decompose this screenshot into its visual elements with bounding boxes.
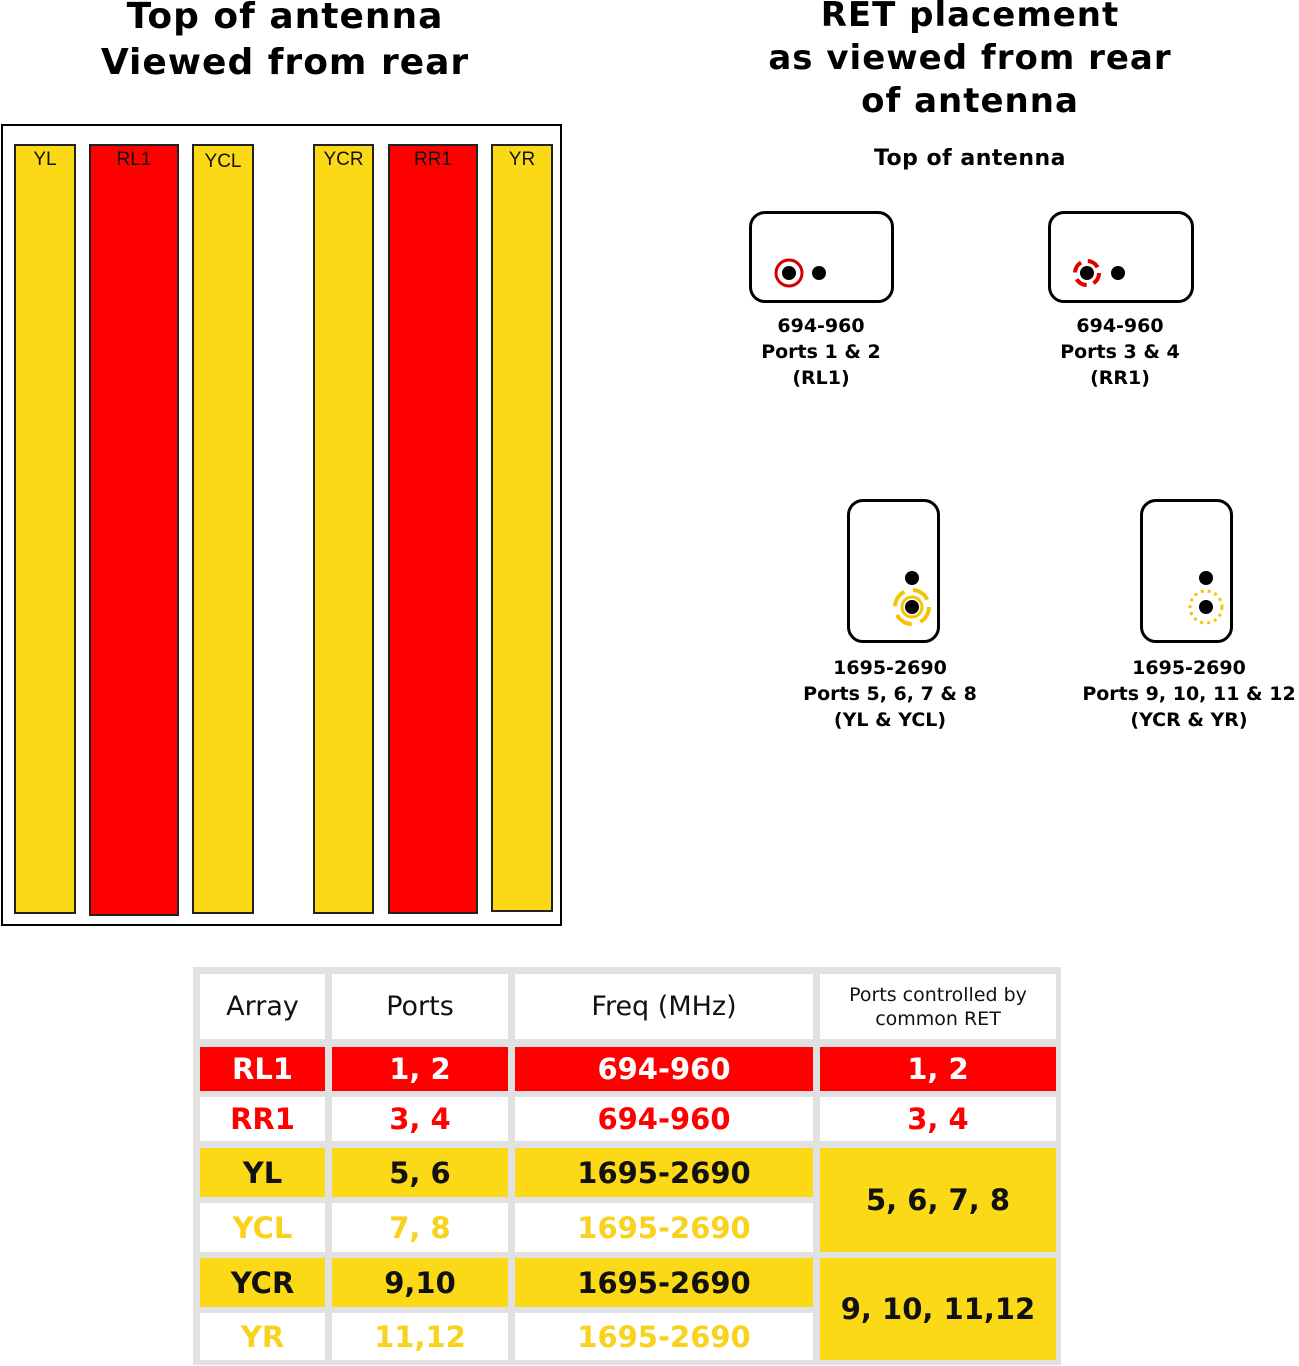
table-cell-freq: 1695-2690 [515, 1203, 813, 1252]
table-cell-array: YR [200, 1313, 325, 1360]
array-column-ycr [313, 144, 374, 914]
ret-freq: 1695-2690 [833, 657, 947, 679]
array-column-rr1 [388, 144, 478, 914]
table-cell-common-ret: 3, 4 [820, 1097, 1056, 1141]
table-cell-array: RR1 [200, 1097, 325, 1141]
table-cell-freq: 1695-2690 [515, 1148, 813, 1197]
array-label-ycr: YCR [323, 149, 364, 170]
ret-caption-ycr-yr [1069, 655, 1299, 733]
table-cell-ports: 9,10 [332, 1258, 508, 1307]
table-cell-array: YCR [200, 1258, 325, 1307]
table-cell-ports: 5, 6 [332, 1148, 508, 1197]
port-connector-dot [812, 266, 826, 280]
ret-ports: Ports 3 & 4 [1060, 341, 1180, 363]
table-cell-ports: 7, 8 [332, 1203, 508, 1252]
array-label-yl: YL [33, 149, 57, 170]
port-mapping-table [193, 967, 1061, 1365]
array-label-rl1: RL1 [116, 149, 152, 170]
ret-caption-yl-ycl [770, 655, 1010, 733]
ret-port-box-rr1 [1048, 211, 1194, 303]
ret-top-of-antenna-label: Top of antenna [873, 146, 1067, 171]
antenna-title-line-1: Top of antenna [126, 0, 444, 37]
array-label-ycl: YCL [204, 151, 242, 172]
ret-placement-title [700, 0, 1240, 123]
array-column-yr [491, 144, 553, 912]
antenna-title [40, 0, 530, 86]
ret-title-line-2: as viewed from rear [768, 38, 1172, 78]
array-column-rl1 [89, 144, 179, 916]
table-cell-ports: 11,12 [332, 1313, 508, 1360]
port-connector-dot [782, 266, 796, 280]
table-cell-array: YL [200, 1148, 325, 1197]
ret-arrays: (RL1) [792, 367, 850, 389]
table-cell-common-ret: 9, 10, 11,12 [820, 1258, 1056, 1360]
table-cell-freq: 1695-2690 [515, 1313, 813, 1360]
port-connector-dot [905, 571, 919, 585]
table-cell-ports: 1, 2 [332, 1047, 508, 1091]
ret-freq: 694-960 [777, 315, 865, 337]
ret-caption-rl1 [721, 313, 921, 391]
ret-arrays: (YL & YCL) [833, 709, 947, 731]
ret-ports: Ports 9, 10, 11 & 12 [1082, 683, 1296, 705]
array-label-rr1: RR1 [413, 149, 452, 170]
antenna-title-line-2: Viewed from rear [100, 42, 470, 83]
port-connector-dot [905, 600, 919, 614]
table-cell-array: RL1 [200, 1047, 325, 1091]
ret-port-box-yl-ycl [847, 499, 940, 643]
array-label-yr: YR [508, 149, 536, 170]
ret-arrays: (RR1) [1090, 367, 1150, 389]
ret-title-line-3: of antenna [861, 81, 1079, 121]
table-cell-common-ret: 1, 2 [820, 1047, 1056, 1091]
table-header-common-ret: Ports controlled by common RET [820, 974, 1056, 1039]
ret-title-line-1: RET placement [820, 0, 1120, 35]
array-column-ycl [192, 144, 254, 914]
table-cell-freq: 1695-2690 [515, 1258, 813, 1307]
ret-port-box-rl1 [749, 211, 894, 303]
port-connector-dot [1080, 266, 1094, 280]
ret-ports: Ports 1 & 2 [761, 341, 881, 363]
antenna-array-diagram [1, 124, 562, 926]
ret-ports: Ports 5, 6, 7 & 8 [803, 683, 977, 705]
port-connector-dot [1199, 600, 1213, 614]
table-cell-freq: 694-960 [515, 1047, 813, 1091]
port-connector-dot [1199, 571, 1213, 585]
ret-freq: 1695-2690 [1132, 657, 1246, 679]
table-cell-ports: 3, 4 [332, 1097, 508, 1141]
table-header-ports: Ports [332, 974, 508, 1039]
ret-arrays: (YCR & YR) [1130, 709, 1248, 731]
array-column-yl [14, 144, 76, 914]
port-connector-dot [1111, 266, 1125, 280]
table-cell-array: YCL [200, 1203, 325, 1252]
ret-port-box-ycr-yr [1140, 499, 1233, 643]
table-header-freq: Freq (MHz) [515, 974, 813, 1039]
table-cell-freq: 694-960 [515, 1097, 813, 1141]
ret-freq: 694-960 [1076, 315, 1164, 337]
ret-caption-rr1 [1020, 313, 1220, 391]
table-header-array: Array [200, 974, 325, 1039]
table-cell-common-ret: 5, 6, 7, 8 [820, 1148, 1056, 1252]
